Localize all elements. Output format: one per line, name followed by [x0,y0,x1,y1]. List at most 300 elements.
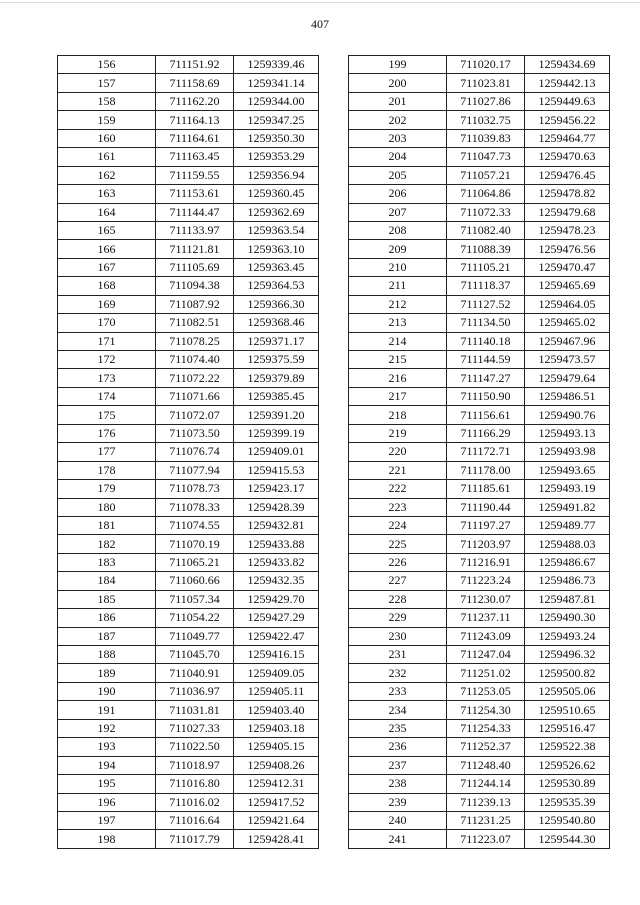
table-row [58,92,319,110]
y-coordinate-cell: 1259478.82 [525,185,610,203]
table-row [349,775,610,793]
table-row [58,314,319,332]
point-number-cell: 172 [58,351,156,369]
y-coordinate-cell: 1259363.45 [234,258,319,276]
table-row [58,516,319,534]
x-coordinate-cell: 711105.69 [156,258,234,276]
y-coordinate-cell: 1259429.70 [234,590,319,608]
x-coordinate-cell: 711230.07 [447,590,525,608]
y-coordinate-cell: 1259422.47 [234,627,319,645]
table-row [349,369,610,387]
x-coordinate-cell: 711162.20 [156,92,234,110]
table-row [58,775,319,793]
table-row [349,111,610,129]
point-number-cell: 231 [349,646,447,664]
x-coordinate-cell: 711054.22 [156,609,234,627]
y-coordinate-cell: 1259403.18 [234,719,319,737]
point-number-cell: 184 [58,572,156,590]
table-row [349,830,610,848]
point-number-cell: 210 [349,258,447,276]
x-coordinate-cell: 711147.27 [447,369,525,387]
y-coordinate-cell: 1259353.29 [234,148,319,166]
x-coordinate-cell: 711164.13 [156,111,234,129]
x-coordinate-cell: 711166.29 [447,424,525,442]
point-number-cell: 204 [349,148,447,166]
point-number-cell: 207 [349,203,447,221]
x-coordinate-cell: 711078.25 [156,332,234,350]
table-row [349,701,610,719]
point-number-cell: 162 [58,166,156,184]
x-coordinate-cell: 711127.52 [447,295,525,313]
y-coordinate-cell: 1259366.30 [234,295,319,313]
point-number-cell: 173 [58,369,156,387]
point-number-cell: 175 [58,406,156,424]
table-row [58,148,319,166]
point-number-cell: 159 [58,111,156,129]
y-coordinate-cell: 1259363.54 [234,221,319,239]
y-coordinate-cell: 1259344.00 [234,92,319,110]
x-coordinate-cell: 711082.51 [156,314,234,332]
table-row [58,221,319,239]
table-row [58,701,319,719]
x-coordinate-cell: 711172.71 [447,443,525,461]
x-coordinate-cell: 711049.77 [156,627,234,645]
x-coordinate-cell: 711073.50 [156,424,234,442]
table-row [58,240,319,258]
x-coordinate-cell: 711072.33 [447,203,525,221]
y-coordinate-cell: 1259493.13 [525,424,610,442]
y-coordinate-cell: 1259516.47 [525,719,610,737]
table-row [58,738,319,756]
table-row [349,553,610,571]
point-number-cell: 199 [349,56,447,74]
x-coordinate-cell: 711078.33 [156,498,234,516]
point-number-cell: 178 [58,461,156,479]
x-coordinate-cell: 711074.40 [156,351,234,369]
point-number-cell: 195 [58,775,156,793]
y-coordinate-cell: 1259416.15 [234,646,319,664]
y-coordinate-cell: 1259347.25 [234,111,319,129]
table-row [58,295,319,313]
table-row [349,74,610,92]
point-number-cell: 203 [349,129,447,147]
y-coordinate-cell: 1259535.39 [525,793,610,811]
y-coordinate-cell: 1259510.65 [525,701,610,719]
point-number-cell: 170 [58,314,156,332]
x-coordinate-cell: 711164.61 [156,129,234,147]
x-coordinate-cell: 711134.50 [447,314,525,332]
point-number-cell: 183 [58,553,156,571]
point-number-cell: 222 [349,480,447,498]
y-coordinate-cell: 1259449.63 [525,92,610,110]
table-row [349,461,610,479]
point-number-cell: 185 [58,590,156,608]
table-row [58,811,319,829]
x-coordinate-cell: 711243.09 [447,627,525,645]
y-coordinate-cell: 1259399.19 [234,424,319,442]
x-coordinate-cell: 711071.66 [156,387,234,405]
x-coordinate-cell: 711040.91 [156,664,234,682]
x-coordinate-cell: 711017.79 [156,830,234,848]
y-coordinate-cell: 1259464.05 [525,295,610,313]
x-coordinate-cell: 711105.21 [447,258,525,276]
y-coordinate-cell: 1259409.01 [234,443,319,461]
y-coordinate-cell: 1259530.89 [525,775,610,793]
table-row [349,166,610,184]
x-coordinate-cell: 711197.27 [447,516,525,534]
y-coordinate-cell: 1259467.96 [525,332,610,350]
x-coordinate-cell: 711203.97 [447,535,525,553]
x-coordinate-cell: 711070.19 [156,535,234,553]
table-row [58,756,319,774]
table-row [349,498,610,516]
x-coordinate-cell: 711022.50 [156,738,234,756]
table-row [349,793,610,811]
y-coordinate-cell: 1259489.77 [525,516,610,534]
x-coordinate-cell: 711254.33 [447,719,525,737]
x-coordinate-cell: 711064.86 [447,185,525,203]
x-coordinate-cell: 711121.81 [156,240,234,258]
table-row [349,295,610,313]
y-coordinate-cell: 1259360.45 [234,185,319,203]
point-number-cell: 213 [349,314,447,332]
y-coordinate-cell: 1259496.32 [525,646,610,664]
point-number-cell: 215 [349,351,447,369]
x-coordinate-cell: 711118.37 [447,277,525,295]
table-row [58,590,319,608]
point-number-cell: 216 [349,369,447,387]
point-number-cell: 226 [349,553,447,571]
point-number-cell: 208 [349,221,447,239]
point-number-cell: 177 [58,443,156,461]
table-row [349,258,610,276]
point-number-cell: 168 [58,277,156,295]
y-coordinate-cell: 1259341.14 [234,74,319,92]
point-number-cell: 190 [58,682,156,700]
x-coordinate-cell: 711094.38 [156,277,234,295]
point-number-cell: 241 [349,830,447,848]
x-coordinate-cell: 711076.74 [156,443,234,461]
point-number-cell: 205 [349,166,447,184]
table-row [349,738,610,756]
y-coordinate-cell: 1259405.15 [234,738,319,756]
x-coordinate-cell: 711057.21 [447,166,525,184]
x-coordinate-cell: 711057.34 [156,590,234,608]
point-number-cell: 239 [349,793,447,811]
y-coordinate-cell: 1259465.69 [525,277,610,295]
table-row [349,351,610,369]
point-number-cell: 164 [58,203,156,221]
point-number-cell: 160 [58,129,156,147]
point-number-cell: 167 [58,258,156,276]
point-number-cell: 228 [349,590,447,608]
y-coordinate-cell: 1259356.94 [234,166,319,184]
x-coordinate-cell: 711016.80 [156,775,234,793]
table-row [58,535,319,553]
y-coordinate-cell: 1259421.64 [234,811,319,829]
point-number-cell: 227 [349,572,447,590]
x-coordinate-cell: 711239.13 [447,793,525,811]
y-coordinate-cell: 1259486.73 [525,572,610,590]
x-coordinate-cell: 711032.75 [447,111,525,129]
point-number-cell: 194 [58,756,156,774]
x-coordinate-cell: 711150.90 [447,387,525,405]
table-row [349,221,610,239]
point-number-cell: 221 [349,461,447,479]
y-coordinate-cell: 1259423.17 [234,480,319,498]
y-coordinate-cell: 1259526.62 [525,756,610,774]
table-row [349,387,610,405]
table-row [349,572,610,590]
point-number-cell: 240 [349,811,447,829]
y-coordinate-cell: 1259379.89 [234,369,319,387]
y-coordinate-cell: 1259493.98 [525,443,610,461]
x-coordinate-cell: 711036.97 [156,682,234,700]
point-number-cell: 188 [58,646,156,664]
y-coordinate-cell: 1259456.22 [525,111,610,129]
x-coordinate-cell: 711077.94 [156,461,234,479]
table-row [58,111,319,129]
point-number-cell: 233 [349,682,447,700]
table-row [58,277,319,295]
table-row [349,719,610,737]
x-coordinate-cell: 711223.07 [447,830,525,848]
point-number-cell: 238 [349,775,447,793]
table-row [349,516,610,534]
table-row [349,406,610,424]
x-coordinate-cell: 711065.21 [156,553,234,571]
y-coordinate-cell: 1259428.41 [234,830,319,848]
x-coordinate-cell: 711151.92 [156,56,234,74]
table-row [349,443,610,461]
point-number-cell: 165 [58,221,156,239]
table-row [58,793,319,811]
table-row [58,609,319,627]
x-coordinate-cell: 711074.55 [156,516,234,534]
y-coordinate-cell: 1259488.03 [525,535,610,553]
point-number-cell: 232 [349,664,447,682]
y-coordinate-cell: 1259403.40 [234,701,319,719]
x-coordinate-cell: 711248.40 [447,756,525,774]
y-coordinate-cell: 1259476.45 [525,166,610,184]
y-coordinate-cell: 1259473.57 [525,351,610,369]
y-coordinate-cell: 1259434.69 [525,56,610,74]
y-coordinate-cell: 1259505.06 [525,682,610,700]
table-row [58,185,319,203]
y-coordinate-cell: 1259486.67 [525,553,610,571]
y-coordinate-cell: 1259470.47 [525,258,610,276]
x-coordinate-cell: 711140.18 [447,332,525,350]
point-number-cell: 156 [58,56,156,74]
x-coordinate-cell: 711254.30 [447,701,525,719]
y-coordinate-cell: 1259490.76 [525,406,610,424]
point-number-cell: 192 [58,719,156,737]
point-number-cell: 193 [58,738,156,756]
table-row [58,664,319,682]
x-coordinate-cell: 711016.02 [156,793,234,811]
table-row [349,756,610,774]
point-number-cell: 230 [349,627,447,645]
x-coordinate-cell: 711231.25 [447,811,525,829]
y-coordinate-cell: 1259409.05 [234,664,319,682]
table-row [58,627,319,645]
point-number-cell: 225 [349,535,447,553]
table-row [349,480,610,498]
table-row [58,461,319,479]
x-coordinate-cell: 711078.73 [156,480,234,498]
point-number-cell: 189 [58,664,156,682]
y-coordinate-cell: 1259385.45 [234,387,319,405]
page-number: 407 [311,17,329,31]
x-coordinate-cell: 711178.00 [447,461,525,479]
table-row [349,92,610,110]
point-number-cell: 217 [349,387,447,405]
x-coordinate-cell: 711027.86 [447,92,525,110]
point-number-cell: 181 [58,516,156,534]
table-row [58,646,319,664]
point-number-cell: 235 [349,719,447,737]
x-coordinate-cell: 711060.66 [156,572,234,590]
point-number-cell: 234 [349,701,447,719]
y-coordinate-cell: 1259362.69 [234,203,319,221]
x-coordinate-cell: 711158.69 [156,74,234,92]
y-coordinate-cell: 1259408.26 [234,756,319,774]
y-coordinate-cell: 1259391.20 [234,406,319,424]
table-row [349,535,610,553]
point-number-cell: 220 [349,443,447,461]
y-coordinate-cell: 1259487.81 [525,590,610,608]
table-row [349,664,610,682]
table-row [58,387,319,405]
table-row [58,572,319,590]
table-row [58,332,319,350]
point-number-cell: 157 [58,74,156,92]
point-number-cell: 186 [58,609,156,627]
y-coordinate-cell: 1259491.82 [525,498,610,516]
y-coordinate-cell: 1259363.10 [234,240,319,258]
table-row [58,498,319,516]
table-row [349,609,610,627]
table-row [58,166,319,184]
table-row [349,129,610,147]
table-row [349,646,610,664]
table-row [349,424,610,442]
x-coordinate-cell: 711163.45 [156,148,234,166]
point-number-cell: 219 [349,424,447,442]
table-row [349,185,610,203]
table-row [58,682,319,700]
y-coordinate-cell: 1259433.88 [234,535,319,553]
y-coordinate-cell: 1259350.30 [234,129,319,147]
y-coordinate-cell: 1259375.59 [234,351,319,369]
table-row [349,314,610,332]
point-number-cell: 212 [349,295,447,313]
x-coordinate-cell: 711159.55 [156,166,234,184]
y-coordinate-cell: 1259493.24 [525,627,610,645]
x-coordinate-cell: 711190.44 [447,498,525,516]
point-number-cell: 171 [58,332,156,350]
y-coordinate-cell: 1259479.68 [525,203,610,221]
y-coordinate-cell: 1259464.77 [525,129,610,147]
x-coordinate-cell: 711016.64 [156,811,234,829]
top-rule [0,2,640,3]
y-coordinate-cell: 1259540.80 [525,811,610,829]
point-number-cell: 236 [349,738,447,756]
x-coordinate-cell: 711039.83 [447,129,525,147]
x-coordinate-cell: 711072.07 [156,406,234,424]
point-number-cell: 237 [349,756,447,774]
y-coordinate-cell: 1259415.53 [234,461,319,479]
x-coordinate-cell: 711185.61 [447,480,525,498]
table-row [58,369,319,387]
table-row [349,56,610,74]
x-coordinate-cell: 711087.92 [156,295,234,313]
point-number-cell: 196 [58,793,156,811]
point-number-cell: 191 [58,701,156,719]
x-coordinate-cell: 711252.37 [447,738,525,756]
x-coordinate-cell: 711020.17 [447,56,525,74]
x-coordinate-cell: 711216.91 [447,553,525,571]
x-coordinate-cell: 711072.22 [156,369,234,387]
x-coordinate-cell: 711251.02 [447,664,525,682]
y-coordinate-cell: 1259417.52 [234,793,319,811]
x-coordinate-cell: 711047.73 [447,148,525,166]
table-row [349,277,610,295]
point-number-cell: 174 [58,387,156,405]
x-coordinate-cell: 711088.39 [447,240,525,258]
y-coordinate-cell: 1259500.82 [525,664,610,682]
x-coordinate-cell: 711223.24 [447,572,525,590]
point-number-cell: 179 [58,480,156,498]
point-number-cell: 158 [58,92,156,110]
y-coordinate-cell: 1259368.46 [234,314,319,332]
point-number-cell: 198 [58,830,156,848]
point-number-cell: 223 [349,498,447,516]
point-number-cell: 229 [349,609,447,627]
coordinates-table-right [348,55,610,849]
table-row [349,627,610,645]
y-coordinate-cell: 1259371.17 [234,332,319,350]
y-coordinate-cell: 1259493.65 [525,461,610,479]
point-number-cell: 201 [349,92,447,110]
y-coordinate-cell: 1259432.35 [234,572,319,590]
y-coordinate-cell: 1259478.23 [525,221,610,239]
y-coordinate-cell: 1259427.29 [234,609,319,627]
table-row [58,406,319,424]
table-row [58,258,319,276]
table-row [349,332,610,350]
y-coordinate-cell: 1259544.30 [525,830,610,848]
y-coordinate-cell: 1259433.82 [234,553,319,571]
point-number-cell: 187 [58,627,156,645]
y-coordinate-cell: 1259405.11 [234,682,319,700]
table-row [349,240,610,258]
table-row [349,811,610,829]
table-row [349,203,610,221]
point-number-cell: 224 [349,516,447,534]
coordinates-table-left [57,55,319,849]
table-row [58,56,319,74]
table-row [58,719,319,737]
x-coordinate-cell: 711244.14 [447,775,525,793]
point-number-cell: 197 [58,811,156,829]
point-number-cell: 218 [349,406,447,424]
point-number-cell: 180 [58,498,156,516]
x-coordinate-cell: 711144.59 [447,351,525,369]
point-number-cell: 211 [349,277,447,295]
x-coordinate-cell: 711156.61 [447,406,525,424]
x-coordinate-cell: 711153.61 [156,185,234,203]
